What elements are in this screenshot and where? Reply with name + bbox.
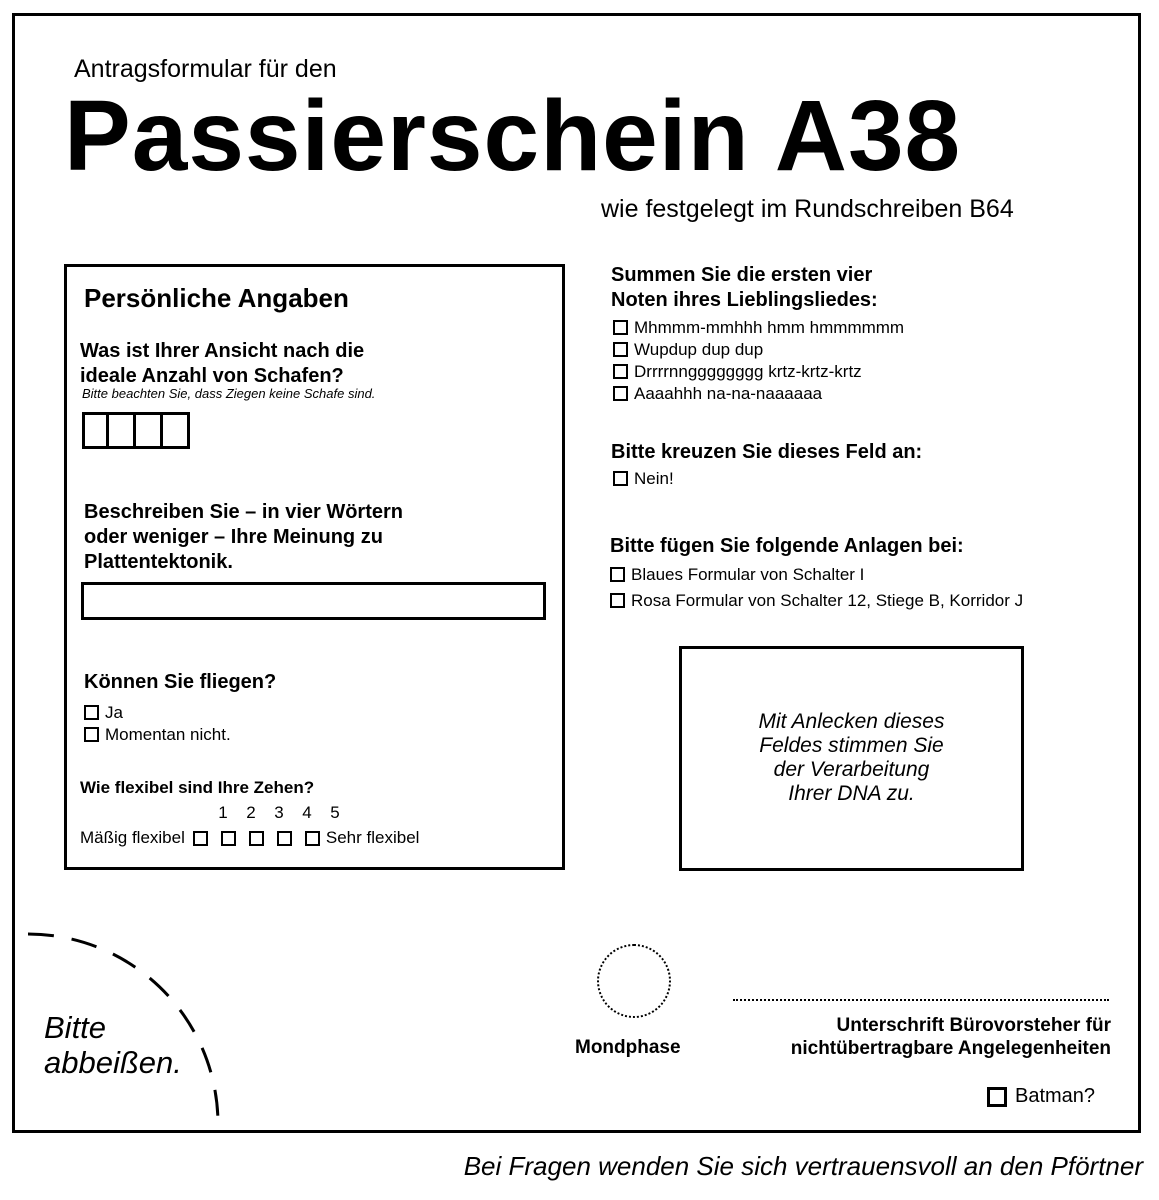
scale-number: 1 bbox=[218, 803, 228, 822]
toes-question: Wie flexibel sind Ihre Zehen? bbox=[80, 778, 315, 797]
option-label: Wupdup dup dup bbox=[634, 340, 764, 359]
option-label: Aaaahhh na-na-naaaaaa bbox=[634, 384, 823, 403]
signature-label-line: nichtübertragbare Angelegenheiten bbox=[790, 1038, 1111, 1059]
moon-phase-circle[interactable] bbox=[597, 944, 671, 1018]
bite-line: abbeißen. bbox=[44, 1045, 182, 1080]
signature-label bbox=[700, 1014, 1111, 1060]
scale-number: 2 bbox=[246, 803, 256, 822]
signature-line[interactable] bbox=[733, 999, 1109, 1001]
attach-question: Bitte fügen Sie folgende Anlagen bei: bbox=[610, 535, 964, 557]
subtitle: wie festgelegt im Rundschreiben B64 bbox=[601, 195, 1014, 223]
bite-line: Bitte bbox=[44, 1010, 107, 1045]
footer-note: Bei Fragen wenden Sie sich vertrauensvoll an den Pförtner bbox=[463, 1151, 1143, 1181]
tick-question: Bitte kreuzen Sie dieses Feld an: bbox=[611, 441, 923, 463]
pre-title: Antragsformular für den bbox=[74, 55, 337, 83]
option-label: Momentan nicht. bbox=[105, 725, 231, 744]
toes-right-label: Sehr flexibel bbox=[325, 828, 420, 847]
plate-question-line: oder weniger – Ihre Meinung zu bbox=[84, 526, 383, 548]
sheep-note: Bitte beachten Sie, dass Ziegen keine Schafe sind. bbox=[82, 386, 376, 401]
fly-question: Können Sie fliegen? bbox=[84, 671, 277, 693]
song-question-line: Noten ihres Lieblingsliedes: bbox=[611, 289, 878, 311]
scale-number: 5 bbox=[330, 803, 340, 822]
moon-label: Mondphase bbox=[575, 1037, 681, 1058]
plate-question-line: Beschreiben Sie – in vier Wörtern bbox=[84, 501, 403, 523]
dna-line: Mit Anlecken dieses bbox=[758, 710, 945, 733]
plate-question-line: Plattentektonik. bbox=[84, 551, 233, 573]
sheep-question-line: ideale Anzahl von Schafen? bbox=[80, 365, 344, 387]
bite-text bbox=[44, 1010, 182, 1080]
sheep-question-line: Was ist Ihrer Ansicht nach die bbox=[80, 340, 365, 362]
dna-line: der Verarbeitung bbox=[773, 758, 930, 781]
scale-number: 3 bbox=[274, 803, 284, 822]
batman-option[interactable] bbox=[987, 1085, 1095, 1108]
batman-label: Batman? bbox=[1015, 1085, 1096, 1107]
option-label: Rosa Formular von Schalter 12, Stiege B, Korridor J bbox=[631, 591, 1024, 610]
form-title: Passierschein A38 bbox=[64, 80, 962, 192]
song-question-line: Summen Sie die ersten vier bbox=[611, 264, 873, 286]
option-label: Nein! bbox=[634, 469, 674, 488]
option-label: Blaues Formular von Schalter I bbox=[631, 565, 865, 584]
option-label: Ja bbox=[105, 703, 123, 722]
scale-number: 4 bbox=[302, 803, 312, 822]
toes-left-label: Mäßig flexibel bbox=[80, 828, 185, 847]
dna-line: Feldes stimmen Sie bbox=[759, 734, 944, 757]
signature-label-line: Unterschrift Bürovorsteher für bbox=[836, 1015, 1111, 1036]
dna-line: Ihrer DNA zu. bbox=[788, 782, 915, 805]
personal-heading: Persönliche Angaben bbox=[84, 283, 349, 313]
checkbox[interactable] bbox=[987, 1087, 1007, 1107]
option-label: Drrrrnngggggggg krtz-krtz-krtz bbox=[634, 362, 862, 381]
option-label: Mhmmm-mmhhh hmm hmmmmmm bbox=[634, 318, 905, 337]
